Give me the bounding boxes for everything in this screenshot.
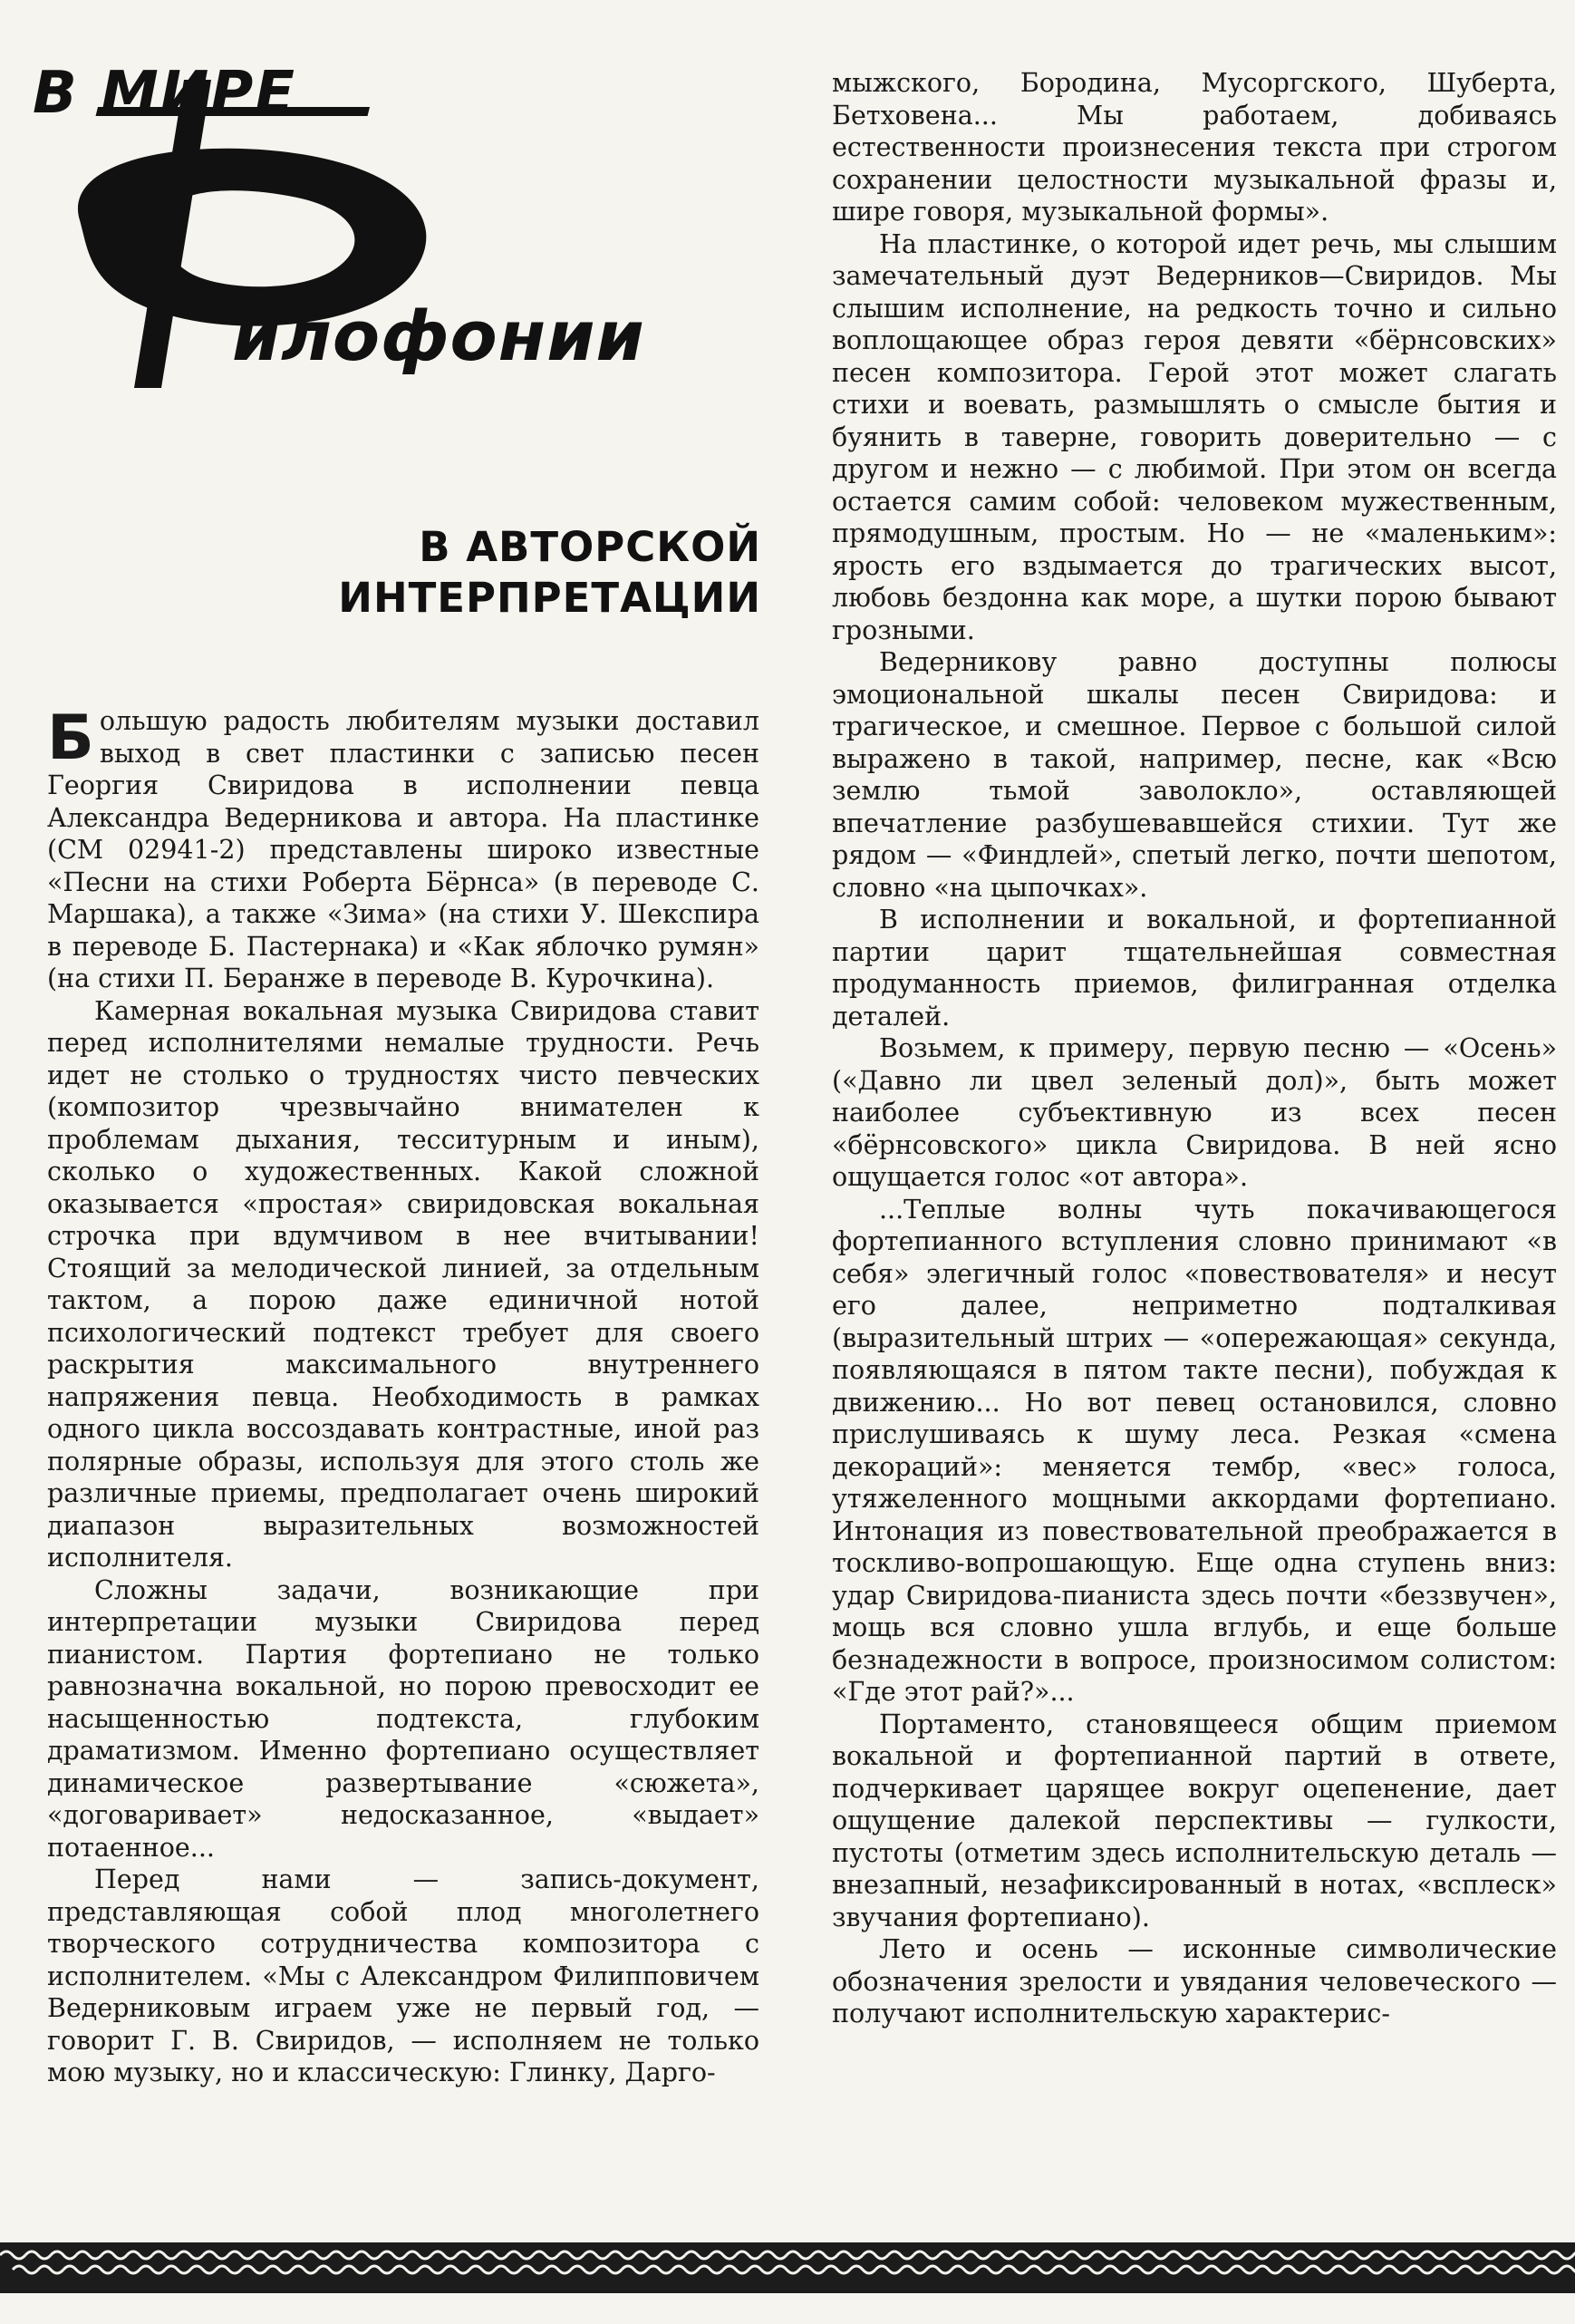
paragraph: Ведерникову равно доступны полюсы эмоциональной шкалы песен Свиридова: и трагическое, и смешное. Первое с большой силой выражено в такой, например, песне, как «Всю землю тьмой заволокло», оставляющей впечатление разбушевавшейся стихии. Тут же рядом — «Финдлей», спетый легко, почти шепотом, словно «на цыпочках».: [832, 647, 1557, 903]
paragraph: Камерная вокальная музыка Свиридова ставит перед исполнителями немалые трудности. Речь идет не столько о трудностях чисто певческих (композитор чрезвычайно внимателен к проблемам дыхания, тесситурным и иным), сколько о художественных. Какой сложной оказывается «простая» свиридовская вокальная строчка при вдумчивом в нее вчитывании! Стоящий за мелодической линией, за отдельным тактом, а порою даже единичной нотой психологический подтекст требует для своего раскрытия максимального внутреннего напряжения певца. Необходимость в рамках одного цикла воссоздавать контрастные, иной раз полярные образы, используя для этого столь же различные приемы, предполагает очень широкий диапазон выразительных возможностей исполнителя.: [47, 995, 759, 1573]
headline-line2: ИНТЕРПРЕТАЦИИ: [338, 574, 761, 622]
paragraph: Портаменто, становящееся общим приемом вокальной и фортепианной партий в ответе, подчеркивает царящее вокруг оцепенение, дает ощущение далекой перспективы — гулкости, пустоты (отметим здесь исполнительскую деталь — внезапный, незафиксированный в нотах, «всплеск» звучания фортепиано).: [832, 1709, 1557, 1932]
paragraph: Лето и осень — исконные символические обозначения зрелости и увядания человеческого — получают исполнительскую характерис-: [832, 1934, 1557, 2029]
paragraph: мыжского, Бородина, Мусоргского, Шуберта, Бетховена... Мы работаем, добиваясь естественности произнесения текста при строгом сохранении целостности музыкальной фразы и, шире говоря, музыкальной формы».: [832, 68, 1557, 227]
rubric-line2: илофонии: [232, 295, 645, 376]
article-column-left: [47, 702, 759, 2089]
paragraph: На пластинке, о которой идет речь, мы слышим замечательный дуэт Ведерников—Свиридов. Мы слышим исполнение, на редкость точно и сильно воплощающее образ героя девяти «бёрнсовских» песен композитора. Герой этот может слагать стихи и воевать, размышлять о смысле бытия и буянить в таверне, говорить доверительно — с другом и нежно — с любимой. При этом он всегда остается самим собой: человеком мужественным, прямодушным, простым. Но — не «маленьким»: ярость его вздымается до трагических высот, любовь бездонна как море, а шутки порою бывают грозными.: [832, 228, 1557, 645]
headline-line1: В АВТОРСКОЙ: [419, 523, 761, 571]
paragraph: Сложны задачи, возникающие при интерпретации музыки Свиридова перед пианистом. Партия фортепиано не только равнозначна вокальной, но порою превосходит ее насыщенностью подтекста, глубоким драматизмом. Именно фортепиано осуществляет динамическое развертывание «сюжета», «договаривает» недосказанное, «выдает» потаенное...: [47, 1574, 759, 1863]
paragraph: Большую радость любителям музыки доставил выход в свет пластинки с записью песен Георгия Свиридова в исполнении певца Александра Ведерникова и автора. На пластинке (СМ 02941-2) представлены широко известные «Песни на стихи Роберта Бёрнса» (в переводе С. Маршака), а также «Зима» (на стихи У. Шекспира в переводе Б. Пастернака) и «Как яблочко румян» (на стихи П. Беранже в переводе В. Курочкина).: [47, 702, 759, 993]
article-column-right: [832, 67, 1557, 2030]
paragraph: В исполнении и вокальной, и фортепианной партии царит тщательнейшая совместная продуманность приемов, филигранная отделка деталей.: [832, 905, 1557, 1031]
paragraph: ...Теплые волны чуть покачивающегося фортепианного вступления словно принимают «в себя» элегичный голос «повествователя» и несут его далее, неприметно подталкивая (выразительный штрих — «опережающая» секунда, появляющаяся в пятом такте песни), побуждая к движению... Но вот певец остановился, словно прислушиваясь к шуму леса. Резкая «смена декораций»: меняется тембр, «вес» голоса, утяжеленного мощными аккордами фортепиано. Интонация из повествовательной преображается в тоскливо-вопрошающую. Еще одна ступень вниз: удар Свиридова-пианиста здесь почти «беззвучен», мощь вся словно ушла вглубь, и еще больше безнадежности в вопросе, произносимом солистом: «Где этот рай?»...: [832, 1194, 1557, 1707]
paragraph: Перед нами — запись-документ, представляющая собой плод многолетнего творческого сотрудничества композитора с исполнителем. «Мы с Александром Филипповичем Ведерниковым играем уже не первый год, — говорит Г. В. Свиридов, — исполняем не только мою музыку, но и классическую: Глинку, Дарго-: [47, 1864, 759, 2087]
decorative-band: [0, 2242, 1575, 2293]
drop-cap: Б: [47, 702, 94, 774]
rubric-line1: В МИРЕ: [33, 60, 296, 127]
article-headline: [317, 522, 761, 624]
paragraph: Возьмем, к примеру, первую песню — «Осень» («Давно ли цвел зеленый дол)», быть может наиболее субъективную из всех песен «бёрнсовского» цикла Свиридова. В ней ясно ощущается голос «от автора».: [832, 1033, 1557, 1192]
rubric-logo: [25, 53, 645, 415]
